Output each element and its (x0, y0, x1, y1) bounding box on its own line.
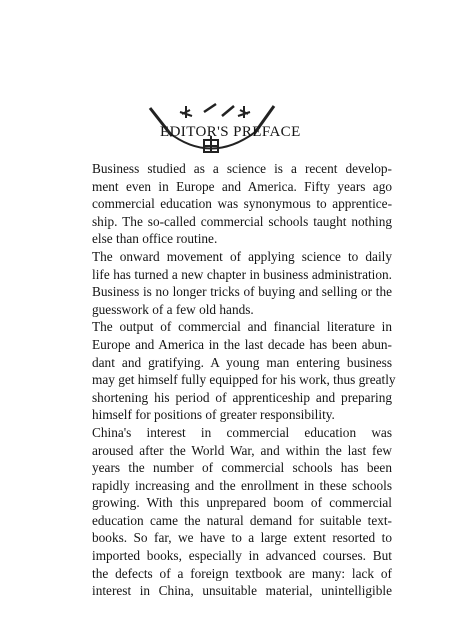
text-line: life has turned a new chapter in business administration. (92, 266, 392, 282)
text-line: shortening his period of apprenticeship and preparing (92, 389, 392, 405)
text-line: aroused after the World War, and within the last few (92, 442, 392, 458)
text-line: growing. With this unprepared boom of commercial (92, 495, 392, 511)
text-line: Business studied as a science is a recent develop- (92, 161, 392, 176)
paragraph (92, 318, 396, 424)
text-line: interest in China, unsuitable material, unintelligible (92, 583, 392, 599)
text-line: dant and gratifying. A young man entering business (92, 354, 392, 370)
text-line: commercial education was synonymous to apprentice- (92, 196, 392, 212)
paragraph (92, 424, 392, 600)
text-line: Business is no longer tricks of buying and selling or the (92, 284, 392, 300)
text-line: the defects of a foreign textbook are many: lack of (92, 565, 392, 581)
text-line: Europe and America in the last decade has been abun- (92, 336, 392, 352)
text-line: The onward movement of applying science to daily (92, 248, 392, 264)
paragraph (92, 160, 392, 248)
text-line: guesswork of a few old hands. (92, 301, 254, 317)
preface-body (92, 160, 396, 600)
text-line: ship. The so-called commercial schools taught nothing (92, 213, 392, 229)
text-line: books. So far, we have to a large extent resorted to (92, 530, 392, 546)
text-line: The output of commercial and financial literature in (92, 319, 392, 335)
text-line: education came the natural demand for suitable text- (92, 512, 392, 528)
text-line: years the number of commercial schools has been (92, 460, 392, 476)
page-title: EDITOR'S PREFACE (160, 124, 301, 140)
text-line: imported books, especially in advanced courses. But (92, 548, 392, 564)
text-line: may get himself fully equipped for his work, thus greatly (92, 372, 396, 388)
text-line: China's interest in commercial education was (92, 424, 392, 440)
text-line: rapidly increasing and the enrollment in these schools (92, 477, 392, 493)
text-line: himself for positions of greater responsibility. (92, 407, 335, 423)
text-line: else than office routine. (92, 231, 218, 247)
text-line: ment even in Europe and America. Fifty years ago (92, 178, 392, 194)
paragraph (92, 248, 392, 318)
